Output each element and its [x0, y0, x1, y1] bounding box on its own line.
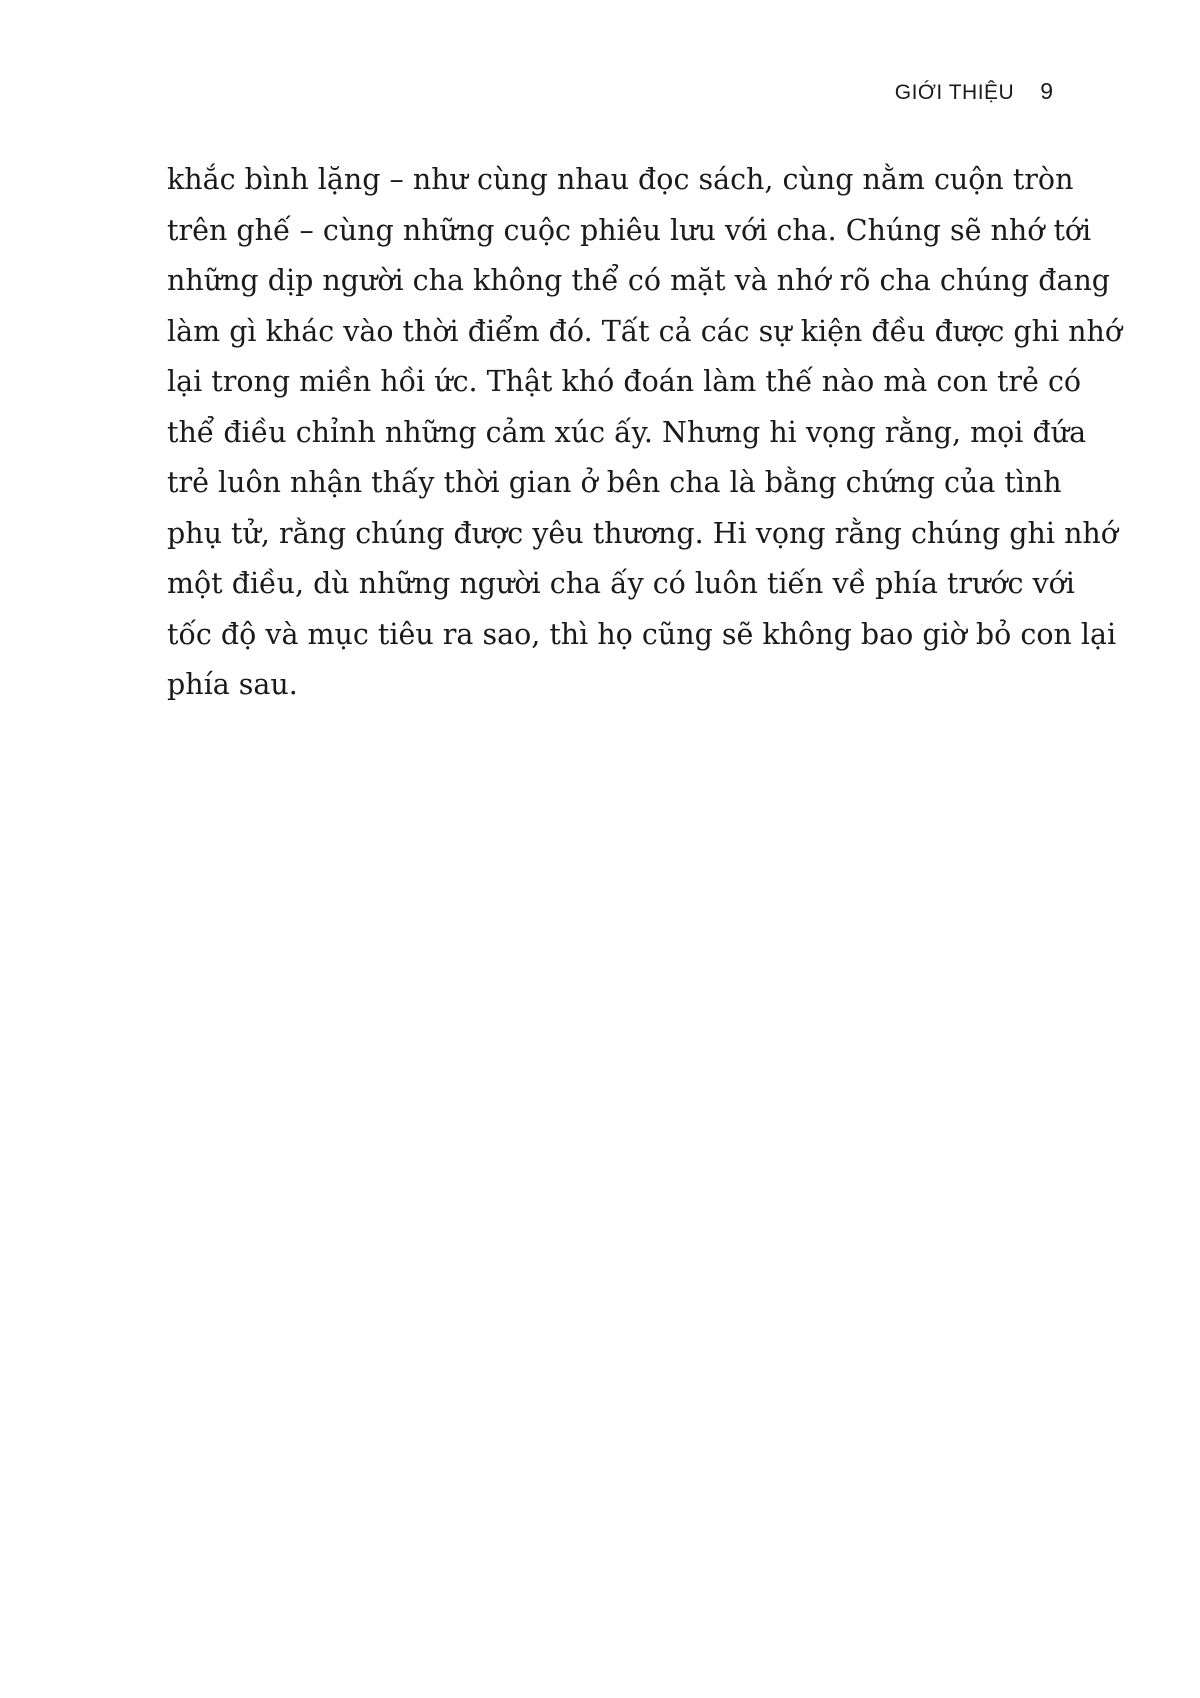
text-line: trẻ luôn nhận thấy thời gian ở bên cha là bằng chứng của tình [167, 466, 1062, 499]
text-line: thể điều chỉnh những cảm xúc ấy. Nhưng hi vọng rằng, mọi đứa [167, 415, 1087, 449]
text-line: làm gì khác vào thời điểm đó. Tất cả các sự kiện đều được ghi nhớ [167, 314, 1122, 348]
text-line: trên ghế – cùng những cuộc phiêu lưu với cha. Chúng sẽ nhớ tới [167, 213, 1092, 247]
text-line: khắc bình lặng – như cùng nhau đọc sách, cùng nằm cuộn tròn [167, 163, 1074, 196]
text-line: phía sau. [167, 668, 298, 701]
text-line: phụ tử, rằng chúng được yêu thương. Hi vọng rằng chúng ghi nhớ [167, 516, 1118, 550]
text-line: tốc độ và mục tiêu ra sao, thì họ cũng sẽ không bao giờ bỏ con lại [167, 617, 1117, 651]
body-paragraph [167, 155, 1122, 711]
section-title: GIỚI THIỆU [894, 81, 1015, 104]
text-line: lại trong miền hồi ức. Thật khó đoán làm thế nào mà con trẻ có [167, 365, 1082, 398]
running-header [895, 78, 1053, 105]
text-line: những dịp người cha không thể có mặt và nhớ rõ cha chúng đang [167, 264, 1111, 297]
text-line: một điều, dù những người cha ấy có luôn tiến về phía trước với [167, 567, 1075, 600]
page-number: 9 [1040, 78, 1053, 104]
